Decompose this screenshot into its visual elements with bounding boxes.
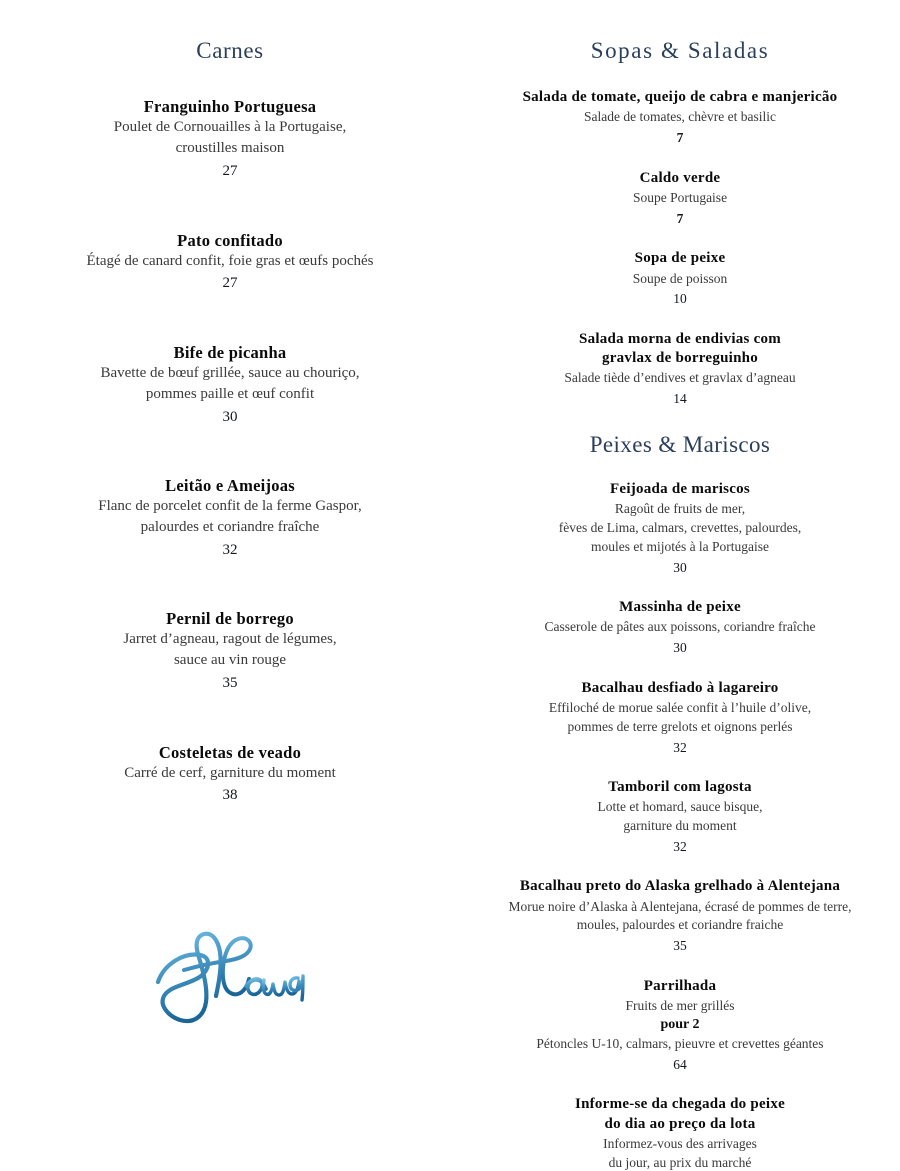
menu-item <box>480 330 880 408</box>
section-heading-peixes-mariscos: Peixes & Mariscos <box>480 432 880 457</box>
menu-item-description: Casserole de pâtes aux poissons, coriandre fraîche <box>480 618 880 636</box>
menu-item-price: 30 <box>480 639 880 657</box>
menu-item-description: Pétoncles U-10, calmars, pieuvre et crevettes géantes <box>480 1035 880 1053</box>
menu-item <box>480 598 880 657</box>
menu-item <box>480 877 880 954</box>
menu-item <box>30 608 430 693</box>
menu-item-price: 27 <box>30 162 430 182</box>
section-heading-carnes: Carnes <box>30 38 430 63</box>
menu-item-description: garniture du moment <box>480 817 880 835</box>
menu-item-name: Feijoada de mariscos <box>480 480 880 499</box>
menu-item-description: sauce au vin rouge <box>30 651 430 671</box>
menu-item-description: Informez-vous des arrivages <box>480 1135 880 1153</box>
menu-item <box>480 169 880 228</box>
menu-item <box>480 778 880 855</box>
menu-item-description: Salade de tomates, chèvre et basilic <box>480 108 880 126</box>
menu-item-description: Soupe de poisson <box>480 270 880 288</box>
right-section-list <box>480 38 880 1171</box>
menu-item-price: 14 <box>480 390 880 408</box>
menu-item-price: 27 <box>30 274 430 294</box>
menu-item <box>30 742 430 806</box>
menu-item-name: Leitão e Ameijoas <box>30 475 430 496</box>
menu-item-name: Pato confitado <box>30 230 430 251</box>
menu-item <box>480 480 880 576</box>
menu-item <box>480 1095 880 1171</box>
menu-item-name: Massinha de peixe <box>480 598 880 617</box>
menu-item-name: Caldo verde <box>480 169 880 188</box>
menu-item-name: Salada morna de endivias com <box>480 330 880 349</box>
menu-item <box>480 249 880 308</box>
menu-item-name: Bacalhau preto do Alaska grelhado à Alentejana <box>480 877 880 896</box>
menu-item-description: Poulet de Cornouailles à la Portugaise, <box>30 118 430 138</box>
menu-item-description: Salade tiède d’endives et gravlax d’agneau <box>480 369 880 387</box>
menu-item-name: Bife de picanha <box>30 342 430 363</box>
menu-item <box>480 679 880 756</box>
menu-item-description: Étagé de canard confit, foie gras et œufs pochés <box>30 252 430 272</box>
menu-item-description: Morue noire d’Alaska à Alentejana, écrasé de pommes de terre, <box>480 898 880 916</box>
menu-item-description: Flanc de porcelet confit de la ferme Gaspor, <box>30 497 430 517</box>
menu-item-name: Costeletas de veado <box>30 742 430 763</box>
carnes-dish-list <box>30 96 430 806</box>
signature-block <box>30 924 430 1164</box>
menu-item-description: Lotte et homard, sauce bisque, <box>480 798 880 816</box>
menu-item-description: pommes de terre grelots et oignons perlés <box>480 718 880 736</box>
menu-item-name: Pernil de borrego <box>30 608 430 629</box>
menu-item-name: do dia ao preço da lota <box>480 1115 880 1134</box>
menu-item-price: 30 <box>480 559 880 577</box>
menu-item <box>30 475 430 560</box>
menu-item-price: 10 <box>480 290 880 308</box>
menu-item-description: moules et mijotés à la Portugaise <box>480 538 880 556</box>
menu-item-description: pommes paille et œuf confit <box>30 385 430 405</box>
menu-item-description: Ragoût de fruits de mer, <box>480 500 880 518</box>
menu-item-description: Soupe Portugaise <box>480 189 880 207</box>
menu-item-subline: pour 2 <box>480 1016 880 1034</box>
menu-item-price: 35 <box>30 674 430 694</box>
menu-item-description: Effiloché de morue salée confit à l’huile d’olive, <box>480 699 880 717</box>
menu-item-description: Jarret d’agneau, ragout de légumes, <box>30 630 430 650</box>
menu-item-name: Informe-se da chegada do peixe <box>480 1095 880 1114</box>
menu-item-name: Tamboril com lagosta <box>480 778 880 797</box>
menu-item-description: moules, palourdes et coriandre fraiche <box>480 916 880 934</box>
menu-item-description: Fruits de mer grillés <box>480 997 880 1015</box>
menu-item-name: Salada de tomate, queijo de cabra e manjericão <box>480 88 880 107</box>
menu-column-right <box>460 0 900 1164</box>
menu-item-description: Bavette de bœuf grillée, sauce au chouriço, <box>30 364 430 384</box>
menu-item-description: Carré de cerf, garniture du moment <box>30 764 430 784</box>
menu-item-description: croustilles maison <box>30 139 430 159</box>
menu-item-price: 7 <box>480 210 880 228</box>
menu-item-price: 7 <box>480 129 880 147</box>
menu-item-name: Franguinho Portuguesa <box>30 96 430 117</box>
menu-item-price: 38 <box>30 786 430 806</box>
menu-item <box>30 342 430 427</box>
menu-item-price: 32 <box>480 838 880 856</box>
menu-item-name: Bacalhau desfiado à lagareiro <box>480 679 880 698</box>
section-heading-sopas-saladas: Sopas & Saladas <box>480 38 880 63</box>
menu-item-price: 32 <box>480 739 880 757</box>
menu-item-name: gravlax de borreguinho <box>480 349 880 368</box>
helena-signature-icon <box>150 924 310 1034</box>
menu-item <box>30 96 430 181</box>
menu-item-name: Parrilhada <box>480 977 880 996</box>
menu-item <box>480 977 880 1074</box>
menu-item-description: palourdes et coriandre fraîche <box>30 518 430 538</box>
menu-item-name: Sopa de peixe <box>480 249 880 268</box>
menu-item-price: 32 <box>30 541 430 561</box>
menu-item-price: 64 <box>480 1056 880 1074</box>
menu-item-description: fèves de Lima, calmars, crevettes, palourdes, <box>480 519 880 537</box>
menu-item-description: du jour, au prix du marché <box>480 1154 880 1171</box>
menu-item <box>480 88 880 147</box>
menu-item-price: 35 <box>480 937 880 955</box>
menu-item-price: 30 <box>30 408 430 428</box>
menu-item <box>30 230 430 294</box>
